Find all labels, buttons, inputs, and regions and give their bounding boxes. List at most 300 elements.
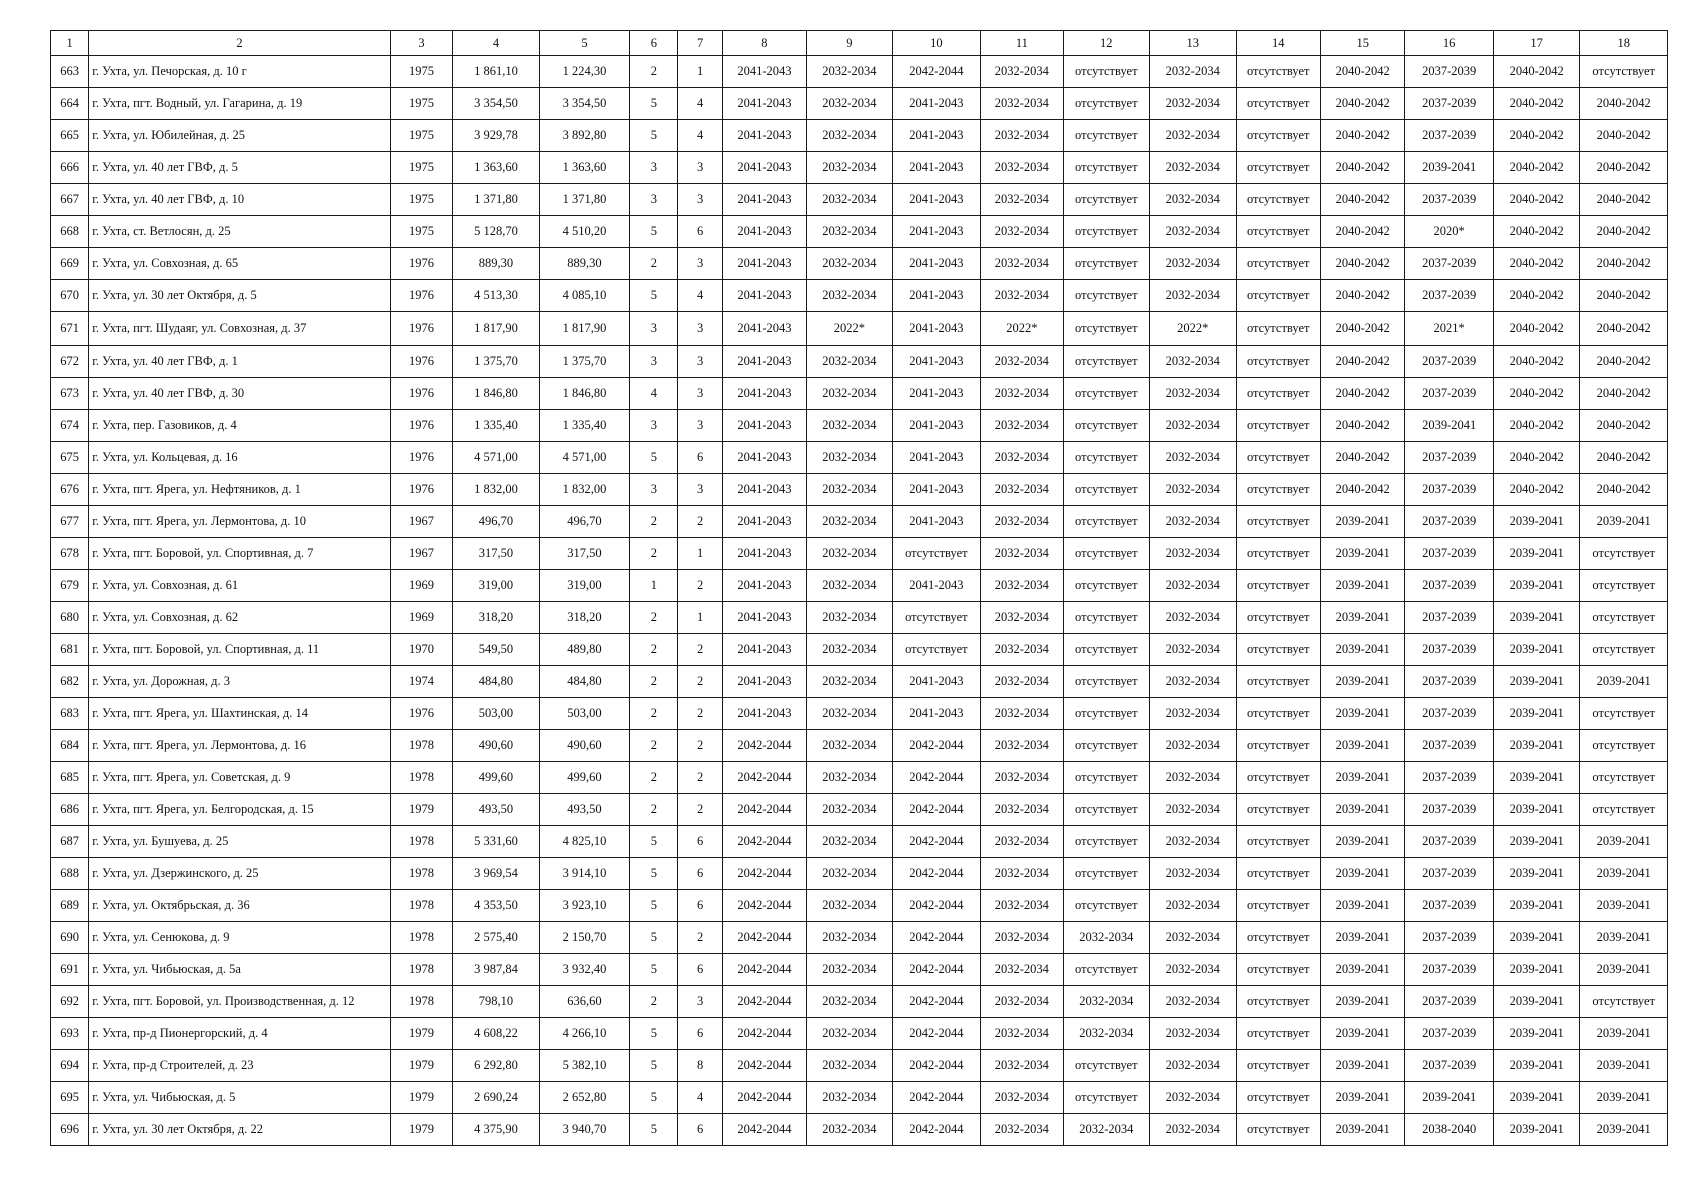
cell-period-col-8: 2042-2044 (722, 826, 806, 858)
cell-floors: 5 (630, 1050, 678, 1082)
cell-period-col-8: 2041-2043 (722, 506, 806, 538)
cell-period-col-12: отсутствует (1063, 312, 1149, 346)
cell-living-area: 4 571,00 (539, 442, 630, 474)
cell-period-col-10: 2041-2043 (892, 152, 980, 184)
cell-address: г. Ухта, пер. Газовиков, д. 4 (89, 410, 391, 442)
column-number-header: 16 (1405, 31, 1493, 56)
cell-period-col-9: 2032-2034 (807, 1018, 892, 1050)
cell-period-col-17: 2039-2041 (1493, 858, 1579, 890)
table-row (51, 826, 1668, 858)
cell-year-built: 1976 (390, 280, 452, 312)
cell-period-col-18: 2040-2042 (1580, 474, 1668, 506)
cell-floors: 3 (630, 410, 678, 442)
cell-address: г. Ухта, пр-д Пионергорский, д. 4 (89, 1018, 391, 1050)
cell-address: г. Ухта, пгт. Ярега, ул. Белгородская, д. 15 (89, 794, 391, 826)
cell-period-col-15: 2039-2041 (1320, 1114, 1404, 1146)
cell-total-area: 499,60 (453, 762, 539, 794)
cell-period-col-11: 2032-2034 (981, 986, 1063, 1018)
column-number-header: 15 (1320, 31, 1404, 56)
cell-period-col-16: 2037-2039 (1405, 184, 1493, 216)
cell-period-col-15: 2039-2041 (1320, 730, 1404, 762)
cell-period-col-15: 2040-2042 (1320, 184, 1404, 216)
cell-period-col-14: отсутствует (1236, 698, 1320, 730)
cell-period-col-18: 2040-2042 (1580, 120, 1668, 152)
cell-living-area: 1 371,80 (539, 184, 630, 216)
cell-period-col-9: 2032-2034 (807, 378, 892, 410)
cell-period-col-10: отсутствует (892, 602, 980, 634)
cell-year-built: 1976 (390, 698, 452, 730)
column-number-header: 12 (1063, 31, 1149, 56)
cell-floors: 5 (630, 1114, 678, 1146)
cell-total-area: 798,10 (453, 986, 539, 1018)
cell-period-col-17: 2040-2042 (1493, 312, 1579, 346)
cell-period-col-9: 2032-2034 (807, 666, 892, 698)
cell-period-col-11: 2032-2034 (981, 954, 1063, 986)
cell-period-col-13: 2032-2034 (1150, 762, 1236, 794)
cell-row-number: 688 (51, 858, 89, 890)
cell-year-built: 1975 (390, 120, 452, 152)
cell-period-col-15: 2039-2041 (1320, 826, 1404, 858)
cell-entrances: 6 (678, 858, 722, 890)
cell-year-built: 1967 (390, 506, 452, 538)
cell-address: г. Ухта, пгт. Ярега, ул. Шахтинская, д. 14 (89, 698, 391, 730)
cell-period-col-17: 2040-2042 (1493, 216, 1579, 248)
cell-period-col-16: 2037-2039 (1405, 442, 1493, 474)
cell-entrances: 4 (678, 88, 722, 120)
cell-period-col-15: 2039-2041 (1320, 1018, 1404, 1050)
cell-period-col-18: отсутствует (1580, 56, 1668, 88)
cell-floors: 2 (630, 56, 678, 88)
cell-period-col-13: 2032-2034 (1150, 666, 1236, 698)
cell-period-col-13: 2032-2034 (1150, 730, 1236, 762)
cell-row-number: 673 (51, 378, 89, 410)
cell-period-col-17: 2039-2041 (1493, 602, 1579, 634)
cell-entrances: 6 (678, 216, 722, 248)
cell-period-col-8: 2041-2043 (722, 538, 806, 570)
cell-period-col-15: 2040-2042 (1320, 248, 1404, 280)
cell-period-col-16: 2037-2039 (1405, 954, 1493, 986)
cell-period-col-15: 2039-2041 (1320, 794, 1404, 826)
cell-period-col-9: 2032-2034 (807, 922, 892, 954)
column-number-header: 1 (51, 31, 89, 56)
cell-row-number: 681 (51, 634, 89, 666)
cell-period-col-17: 2039-2041 (1493, 1018, 1579, 1050)
cell-total-area: 2 690,24 (453, 1082, 539, 1114)
cell-period-col-10: 2042-2044 (892, 922, 980, 954)
cell-period-col-17: 2040-2042 (1493, 88, 1579, 120)
cell-period-col-9: 2032-2034 (807, 1114, 892, 1146)
cell-period-col-10: 2041-2043 (892, 570, 980, 602)
cell-address: г. Ухта, пгт. Ярега, ул. Лермонтова, д. 16 (89, 730, 391, 762)
cell-period-col-11: 2032-2034 (981, 1018, 1063, 1050)
cell-period-col-11: 2032-2034 (981, 1114, 1063, 1146)
cell-period-col-13: 2032-2034 (1150, 826, 1236, 858)
cell-period-col-18: 2039-2041 (1580, 922, 1668, 954)
cell-period-col-13: 2032-2034 (1150, 890, 1236, 922)
cell-period-col-14: отсутствует (1236, 634, 1320, 666)
cell-living-area: 496,70 (539, 506, 630, 538)
cell-period-col-14: отсутствует (1236, 312, 1320, 346)
cell-period-col-18: отсутствует (1580, 634, 1668, 666)
cell-entrances: 3 (678, 248, 722, 280)
column-number-header: 7 (678, 31, 722, 56)
cell-living-area: 1 832,00 (539, 474, 630, 506)
cell-period-col-17: 2040-2042 (1493, 152, 1579, 184)
cell-year-built: 1969 (390, 570, 452, 602)
cell-period-col-14: отсутствует (1236, 280, 1320, 312)
cell-period-col-8: 2041-2043 (722, 698, 806, 730)
cell-year-built: 1975 (390, 184, 452, 216)
cell-period-col-13: 2032-2034 (1150, 986, 1236, 1018)
cell-period-col-13: 2032-2034 (1150, 922, 1236, 954)
cell-entrances: 2 (678, 570, 722, 602)
cell-address: г. Ухта, ул. Дзержинского, д. 25 (89, 858, 391, 890)
cell-floors: 2 (630, 986, 678, 1018)
cell-period-col-14: отсутствует (1236, 1018, 1320, 1050)
cell-row-number: 687 (51, 826, 89, 858)
cell-row-number: 695 (51, 1082, 89, 1114)
cell-period-col-10: 2041-2043 (892, 88, 980, 120)
cell-period-col-18: отсутствует (1580, 538, 1668, 570)
cell-period-col-15: 2040-2042 (1320, 216, 1404, 248)
cell-period-col-12: 2032-2034 (1063, 986, 1149, 1018)
cell-period-col-17: 2039-2041 (1493, 538, 1579, 570)
table-row (51, 216, 1668, 248)
cell-period-col-16: 2037-2039 (1405, 602, 1493, 634)
cell-floors: 2 (630, 538, 678, 570)
cell-row-number: 696 (51, 1114, 89, 1146)
cell-period-col-16: 2037-2039 (1405, 538, 1493, 570)
cell-year-built: 1978 (390, 826, 452, 858)
cell-period-col-12: отсутствует (1063, 634, 1149, 666)
cell-floors: 5 (630, 826, 678, 858)
cell-period-col-14: отсутствует (1236, 858, 1320, 890)
cell-period-col-16: 2039-2041 (1405, 410, 1493, 442)
cell-period-col-18: 2040-2042 (1580, 248, 1668, 280)
cell-period-col-15: 2040-2042 (1320, 56, 1404, 88)
cell-period-col-18: отсутствует (1580, 986, 1668, 1018)
cell-period-col-18: 2040-2042 (1580, 152, 1668, 184)
cell-period-col-10: 2041-2043 (892, 506, 980, 538)
cell-floors: 5 (630, 1018, 678, 1050)
cell-period-col-16: 2037-2039 (1405, 826, 1493, 858)
cell-period-col-8: 2041-2043 (722, 120, 806, 152)
cell-living-area: 4 510,20 (539, 216, 630, 248)
cell-period-col-11: 2032-2034 (981, 570, 1063, 602)
cell-period-col-15: 2039-2041 (1320, 634, 1404, 666)
cell-period-col-10: 2042-2044 (892, 890, 980, 922)
cell-period-col-9: 2032-2034 (807, 1082, 892, 1114)
cell-period-col-17: 2039-2041 (1493, 794, 1579, 826)
table-row (51, 986, 1668, 1018)
cell-floors: 5 (630, 88, 678, 120)
cell-period-col-11: 2032-2034 (981, 1082, 1063, 1114)
table-row (51, 410, 1668, 442)
cell-entrances: 6 (678, 890, 722, 922)
cell-period-col-15: 2039-2041 (1320, 538, 1404, 570)
cell-total-area: 3 969,54 (453, 858, 539, 890)
cell-period-col-10: 2041-2043 (892, 666, 980, 698)
cell-living-area: 3 892,80 (539, 120, 630, 152)
cell-period-col-10: 2042-2044 (892, 1082, 980, 1114)
cell-period-col-14: отсутствует (1236, 730, 1320, 762)
cell-total-area: 5 128,70 (453, 216, 539, 248)
table-row (51, 312, 1668, 346)
cell-period-col-15: 2039-2041 (1320, 858, 1404, 890)
cell-period-col-11: 2032-2034 (981, 762, 1063, 794)
cell-period-col-12: отсутствует (1063, 88, 1149, 120)
cell-year-built: 1979 (390, 794, 452, 826)
table-row (51, 954, 1668, 986)
column-number-header: 2 (89, 31, 391, 56)
cell-period-col-15: 2040-2042 (1320, 88, 1404, 120)
cell-floors: 2 (630, 666, 678, 698)
cell-period-col-11: 2032-2034 (981, 538, 1063, 570)
cell-row-number: 683 (51, 698, 89, 730)
cell-row-number: 686 (51, 794, 89, 826)
cell-year-built: 1969 (390, 602, 452, 634)
cell-period-col-14: отсутствует (1236, 56, 1320, 88)
cell-floors: 3 (630, 346, 678, 378)
cell-period-col-17: 2039-2041 (1493, 730, 1579, 762)
cell-period-col-12: отсутствует (1063, 378, 1149, 410)
cell-living-area: 1 335,40 (539, 410, 630, 442)
cell-total-area: 3 354,50 (453, 88, 539, 120)
cell-period-col-13: 2032-2034 (1150, 120, 1236, 152)
cell-period-col-15: 2039-2041 (1320, 922, 1404, 954)
cell-period-col-14: отсутствует (1236, 954, 1320, 986)
cell-period-col-13: 2032-2034 (1150, 1050, 1236, 1082)
cell-period-col-16: 2037-2039 (1405, 248, 1493, 280)
cell-entrances: 2 (678, 922, 722, 954)
cell-period-col-17: 2040-2042 (1493, 378, 1579, 410)
cell-row-number: 665 (51, 120, 89, 152)
cell-period-col-16: 2037-2039 (1405, 56, 1493, 88)
cell-row-number: 675 (51, 442, 89, 474)
cell-period-col-16: 2037-2039 (1405, 858, 1493, 890)
cell-period-col-15: 2040-2042 (1320, 346, 1404, 378)
cell-period-col-8: 2042-2044 (722, 794, 806, 826)
column-number-header: 5 (539, 31, 630, 56)
cell-entrances: 6 (678, 826, 722, 858)
cell-period-col-12: отсутствует (1063, 506, 1149, 538)
cell-entrances: 2 (678, 666, 722, 698)
cell-period-col-17: 2039-2041 (1493, 570, 1579, 602)
cell-period-col-8: 2041-2043 (722, 152, 806, 184)
cell-row-number: 671 (51, 312, 89, 346)
cell-floors: 3 (630, 152, 678, 184)
cell-period-col-18: 2040-2042 (1580, 442, 1668, 474)
cell-period-col-16: 2039-2041 (1405, 1082, 1493, 1114)
cell-entrances: 1 (678, 602, 722, 634)
cell-address: г. Ухта, пгт. Ярега, ул. Нефтяников, д. 1 (89, 474, 391, 506)
cell-period-col-12: отсутствует (1063, 602, 1149, 634)
table-row (51, 730, 1668, 762)
cell-period-col-9: 2032-2034 (807, 762, 892, 794)
cell-living-area: 493,50 (539, 794, 630, 826)
table-row (51, 762, 1668, 794)
cell-period-col-18: отсутствует (1580, 794, 1668, 826)
cell-row-number: 694 (51, 1050, 89, 1082)
cell-period-col-18: 2039-2041 (1580, 506, 1668, 538)
cell-row-number: 691 (51, 954, 89, 986)
cell-period-col-10: 2042-2044 (892, 1018, 980, 1050)
cell-period-col-18: 2039-2041 (1580, 954, 1668, 986)
cell-period-col-14: отсутствует (1236, 922, 1320, 954)
cell-period-col-10: 2042-2044 (892, 826, 980, 858)
cell-period-col-10: 2041-2043 (892, 378, 980, 410)
cell-period-col-8: 2041-2043 (722, 378, 806, 410)
cell-period-col-12: отсутствует (1063, 570, 1149, 602)
cell-period-col-16: 2037-2039 (1405, 346, 1493, 378)
cell-living-area: 4 266,10 (539, 1018, 630, 1050)
cell-period-col-15: 2040-2042 (1320, 378, 1404, 410)
cell-row-number: 669 (51, 248, 89, 280)
cell-total-area: 317,50 (453, 538, 539, 570)
cell-period-col-18: 2039-2041 (1580, 826, 1668, 858)
cell-row-number: 682 (51, 666, 89, 698)
cell-period-col-8: 2041-2043 (722, 312, 806, 346)
cell-address: г. Ухта, ул. Бушуева, д. 25 (89, 826, 391, 858)
cell-period-col-12: отсутствует (1063, 120, 1149, 152)
cell-period-col-13: 2032-2034 (1150, 442, 1236, 474)
table-row (51, 378, 1668, 410)
cell-living-area: 5 382,10 (539, 1050, 630, 1082)
table-row (51, 506, 1668, 538)
cell-period-col-13: 2032-2034 (1150, 88, 1236, 120)
cell-period-col-9: 2032-2034 (807, 538, 892, 570)
cell-address: г. Ухта, ул. Совхозная, д. 61 (89, 570, 391, 602)
cell-period-col-8: 2041-2043 (722, 442, 806, 474)
cell-year-built: 1976 (390, 442, 452, 474)
cell-year-built: 1979 (390, 1018, 452, 1050)
cell-address: г. Ухта, ул. 30 лет Октября, д. 5 (89, 280, 391, 312)
cell-address: г. Ухта, пгт. Ярега, ул. Лермонтова, д. 10 (89, 506, 391, 538)
cell-period-col-10: 2041-2043 (892, 248, 980, 280)
cell-living-area: 1 224,30 (539, 56, 630, 88)
cell-period-col-12: отсутствует (1063, 248, 1149, 280)
cell-floors: 3 (630, 474, 678, 506)
table-row (51, 88, 1668, 120)
cell-living-area: 3 914,10 (539, 858, 630, 890)
cell-period-col-9: 2032-2034 (807, 474, 892, 506)
cell-period-col-18: 2040-2042 (1580, 312, 1668, 346)
cell-floors: 2 (630, 634, 678, 666)
cell-period-col-9: 2032-2034 (807, 730, 892, 762)
cell-period-col-8: 2041-2043 (722, 570, 806, 602)
cell-period-col-14: отсутствует (1236, 666, 1320, 698)
cell-living-area: 889,30 (539, 248, 630, 280)
cell-period-col-17: 2039-2041 (1493, 762, 1579, 794)
cell-year-built: 1975 (390, 88, 452, 120)
cell-period-col-13: 2032-2034 (1150, 538, 1236, 570)
cell-address: г. Ухта, ул. Сенюкова, д. 9 (89, 922, 391, 954)
cell-entrances: 6 (678, 1018, 722, 1050)
cell-year-built: 1975 (390, 216, 452, 248)
cell-period-col-11: 2032-2034 (981, 346, 1063, 378)
cell-period-col-18: 2039-2041 (1580, 1018, 1668, 1050)
cell-period-col-12: отсутствует (1063, 1082, 1149, 1114)
cell-period-col-18: отсутствует (1580, 570, 1668, 602)
cell-address: г. Ухта, ул. Дорожная, д. 3 (89, 666, 391, 698)
cell-period-col-13: 2032-2034 (1150, 216, 1236, 248)
cell-period-col-16: 2037-2039 (1405, 1050, 1493, 1082)
cell-entrances: 1 (678, 56, 722, 88)
cell-period-col-10: 2041-2043 (892, 346, 980, 378)
cell-period-col-18: 2039-2041 (1580, 890, 1668, 922)
cell-period-col-9: 2032-2034 (807, 954, 892, 986)
cell-period-col-14: отсутствует (1236, 1114, 1320, 1146)
cell-period-col-8: 2041-2043 (722, 474, 806, 506)
cell-period-col-13: 2032-2034 (1150, 346, 1236, 378)
cell-floors: 2 (630, 762, 678, 794)
cell-period-col-18: 2039-2041 (1580, 1050, 1668, 1082)
cell-floors: 2 (630, 506, 678, 538)
cell-period-col-10: 2042-2044 (892, 1050, 980, 1082)
cell-floors: 5 (630, 954, 678, 986)
cell-row-number: 664 (51, 88, 89, 120)
cell-period-col-11: 2032-2034 (981, 858, 1063, 890)
cell-period-col-9: 2032-2034 (807, 858, 892, 890)
cell-period-col-16: 2020* (1405, 216, 1493, 248)
cell-entrances: 2 (678, 506, 722, 538)
cell-address: г. Ухта, пгт. Боровой, ул. Производственная, д. 12 (89, 986, 391, 1018)
cell-total-area: 5 331,60 (453, 826, 539, 858)
cell-total-area: 503,00 (453, 698, 539, 730)
cell-period-col-10: 2042-2044 (892, 730, 980, 762)
table-row (51, 56, 1668, 88)
cell-period-col-11: 2032-2034 (981, 152, 1063, 184)
cell-period-col-15: 2039-2041 (1320, 762, 1404, 794)
cell-period-col-15: 2040-2042 (1320, 280, 1404, 312)
cell-period-col-11: 2032-2034 (981, 1050, 1063, 1082)
table-row (51, 1018, 1668, 1050)
cell-total-area: 1 846,80 (453, 378, 539, 410)
cell-total-area: 3 929,78 (453, 120, 539, 152)
cell-period-col-16: 2037-2039 (1405, 730, 1493, 762)
cell-floors: 5 (630, 216, 678, 248)
cell-entrances: 6 (678, 1114, 722, 1146)
cell-period-col-9: 2032-2034 (807, 410, 892, 442)
cell-period-col-10: 2042-2044 (892, 858, 980, 890)
cell-period-col-8: 2042-2044 (722, 1082, 806, 1114)
cell-year-built: 1979 (390, 1114, 452, 1146)
cell-period-col-8: 2042-2044 (722, 858, 806, 890)
cell-period-col-10: 2042-2044 (892, 794, 980, 826)
cell-living-area: 4 825,10 (539, 826, 630, 858)
cell-period-col-11: 2032-2034 (981, 730, 1063, 762)
cell-address: г. Ухта, пгт. Боровой, ул. Спортивная, д. 11 (89, 634, 391, 666)
cell-period-col-12: отсутствует (1063, 56, 1149, 88)
cell-period-col-10: 2042-2044 (892, 56, 980, 88)
cell-period-col-9: 2032-2034 (807, 698, 892, 730)
cell-living-area: 317,50 (539, 538, 630, 570)
cell-period-col-12: отсутствует (1063, 538, 1149, 570)
cell-period-col-15: 2039-2041 (1320, 602, 1404, 634)
cell-period-col-17: 2039-2041 (1493, 986, 1579, 1018)
cell-period-col-11: 2032-2034 (981, 184, 1063, 216)
cell-entrances: 4 (678, 280, 722, 312)
cell-address: г. Ухта, ул. 40 лет ГВФ, д. 10 (89, 184, 391, 216)
cell-total-area: 1 817,90 (453, 312, 539, 346)
cell-row-number: 668 (51, 216, 89, 248)
cell-address: г. Ухта, ул. Чибьюская, д. 5 (89, 1082, 391, 1114)
cell-living-area: 484,80 (539, 666, 630, 698)
cell-period-col-10: 2041-2043 (892, 410, 980, 442)
cell-total-area: 484,80 (453, 666, 539, 698)
cell-period-col-10: 2041-2043 (892, 120, 980, 152)
cell-living-area: 1 363,60 (539, 152, 630, 184)
